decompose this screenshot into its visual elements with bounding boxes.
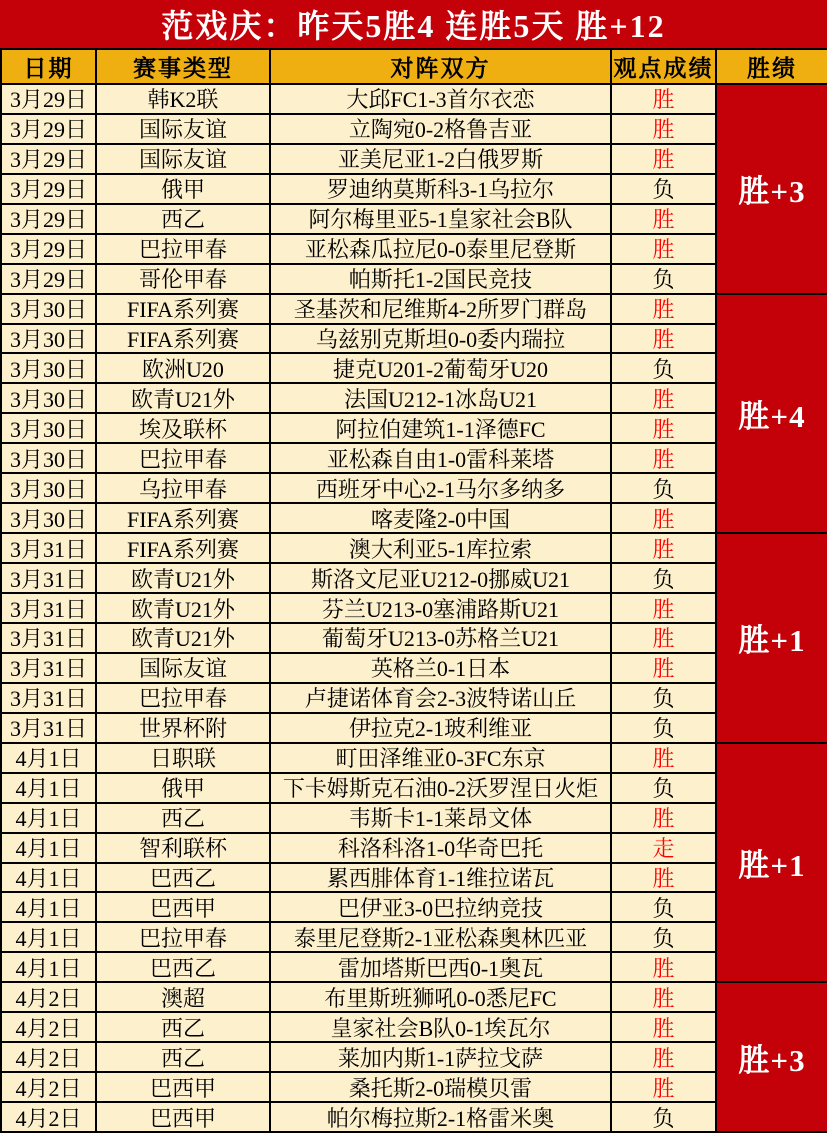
match-cell: 捷克U201-2葡萄牙U20: [271, 354, 612, 384]
match-cell: 卢捷诺体育会2-3波特诺山丘: [271, 684, 612, 714]
league-cell: 欧青U21外: [97, 384, 271, 414]
match-cell: 芬兰U213-0塞浦路斯U21: [271, 594, 612, 624]
result-cell: 负: [612, 354, 717, 384]
header-cell-2: 对阵双方: [271, 50, 612, 85]
result-cell: 胜: [612, 953, 717, 983]
match-cell: 英格兰0-1日本: [271, 654, 612, 684]
result-cell: 胜: [612, 205, 717, 235]
date-cell: 3月29日: [2, 235, 97, 265]
result-cell: 负: [612, 564, 717, 594]
match-cell: 葡萄牙U213-0苏格兰U21: [271, 624, 612, 654]
result-cell: 胜: [612, 384, 717, 414]
match-cell: 科洛科洛1-0华奇巴托: [271, 834, 612, 864]
date-cell: 4月2日: [2, 1043, 97, 1073]
summary-cell: 胜+3: [717, 983, 827, 1133]
match-cell: 布里斯班狮吼0-0悉尼FC: [271, 983, 612, 1013]
result-cell: 胜: [612, 295, 717, 325]
match-cell: 韦斯卡1-1莱昂文体: [271, 804, 612, 834]
result-cell: 胜: [612, 85, 717, 115]
match-cell: 乌兹别克斯坦0-0委内瑞拉: [271, 325, 612, 355]
league-cell: 欧青U21外: [97, 594, 271, 624]
league-cell: FIFA系列赛: [97, 295, 271, 325]
summary-cell: 胜+3: [717, 85, 827, 295]
header-cell-4: 胜绩: [717, 50, 827, 85]
match-cell: 雷加塔斯巴西0-1奥瓦: [271, 953, 612, 983]
result-cell: 胜: [612, 654, 717, 684]
date-cell: 4月1日: [2, 834, 97, 864]
league-cell: 俄甲: [97, 774, 271, 804]
league-cell: FIFA系列赛: [97, 504, 271, 534]
result-cell: 胜: [612, 1073, 717, 1103]
league-cell: 日职联: [97, 744, 271, 774]
result-cell: 胜: [612, 744, 717, 774]
result-cell: 胜: [612, 534, 717, 564]
match-cell: 亚松森瓜拉尼0-0泰里尼登斯: [271, 235, 612, 265]
date-cell: 4月2日: [2, 1073, 97, 1103]
result-cell: 负: [612, 714, 717, 744]
date-cell: 4月2日: [2, 1103, 97, 1133]
league-cell: 乌拉甲春: [97, 474, 271, 504]
date-cell: 3月30日: [2, 504, 97, 534]
result-cell: 负: [612, 265, 717, 295]
match-cell: 澳大利亚5-1库拉索: [271, 534, 612, 564]
league-cell: FIFA系列赛: [97, 325, 271, 355]
league-cell: 欧青U21外: [97, 564, 271, 594]
league-cell: 俄甲: [97, 175, 271, 205]
match-cell: 立陶宛0-2格鲁吉亚: [271, 115, 612, 145]
result-cell: 走: [612, 834, 717, 864]
match-cell: 帕斯托1-2国民竞技: [271, 265, 612, 295]
result-cell: 胜: [612, 983, 717, 1013]
date-cell: 3月29日: [2, 115, 97, 145]
league-cell: 埃及联杯: [97, 414, 271, 444]
league-cell: 哥伦甲春: [97, 265, 271, 295]
date-cell: 3月31日: [2, 684, 97, 714]
league-cell: 巴西甲: [97, 1073, 271, 1103]
match-cell: 帕尔梅拉斯2-1格雷米奥: [271, 1103, 612, 1133]
title-banner: 范戏庆：昨天5胜4 连胜5天 胜+12: [0, 0, 827, 48]
date-cell: 3月30日: [2, 384, 97, 414]
result-cell: 胜: [612, 414, 717, 444]
date-cell: 4月1日: [2, 804, 97, 834]
result-cell: 胜: [612, 115, 717, 145]
date-cell: 3月29日: [2, 205, 97, 235]
result-cell: 胜: [612, 594, 717, 624]
match-cell: 亚松森自由1-0雷科莱塔: [271, 444, 612, 474]
match-cell: 亚美尼亚1-2白俄罗斯: [271, 145, 612, 175]
header-cell-0: 日期: [2, 50, 97, 85]
date-cell: 3月29日: [2, 85, 97, 115]
date-cell: 4月2日: [2, 983, 97, 1013]
date-cell: 3月31日: [2, 654, 97, 684]
match-cell: 累西腓体育1-1维拉诺瓦: [271, 864, 612, 894]
date-cell: 3月29日: [2, 145, 97, 175]
league-cell: 澳超: [97, 983, 271, 1013]
result-cell: 胜: [612, 325, 717, 355]
date-cell: 4月1日: [2, 953, 97, 983]
result-cell: 胜: [612, 624, 717, 654]
match-cell: 圣基茨和尼维斯4-2所罗门群岛: [271, 295, 612, 325]
match-cell: 皇家社会B队0-1埃瓦尔: [271, 1013, 612, 1043]
league-cell: 巴西甲: [97, 893, 271, 923]
match-cell: 罗迪纳莫斯科3-1乌拉尔: [271, 175, 612, 205]
match-cell: 町田泽维亚0-3FC东京: [271, 744, 612, 774]
league-cell: 巴拉甲春: [97, 684, 271, 714]
match-cell: 泰里尼登斯2-1亚松森奥林匹亚: [271, 923, 612, 953]
league-cell: 智利联杯: [97, 834, 271, 864]
league-cell: 巴西甲: [97, 1103, 271, 1133]
result-cell: 胜: [612, 444, 717, 474]
result-cell: 负: [612, 175, 717, 205]
league-cell: 西乙: [97, 1043, 271, 1073]
league-cell: 西乙: [97, 205, 271, 235]
league-cell: 国际友谊: [97, 115, 271, 145]
match-cell: 伊拉克2-1玻利维亚: [271, 714, 612, 744]
league-cell: FIFA系列赛: [97, 534, 271, 564]
date-cell: 4月1日: [2, 744, 97, 774]
match-cell: 巴伊亚3-0巴拉纳竞技: [271, 893, 612, 923]
date-cell: 3月31日: [2, 624, 97, 654]
summary-cell: 胜+4: [717, 295, 827, 535]
match-cell: 莱加内斯1-1萨拉戈萨: [271, 1043, 612, 1073]
date-cell: 3月30日: [2, 354, 97, 384]
match-cell: 桑托斯2-0瑞模贝雷: [271, 1073, 612, 1103]
match-cell: 阿尔梅里亚5-1皇家社会B队: [271, 205, 612, 235]
result-cell: 负: [612, 1103, 717, 1133]
date-cell: 3月31日: [2, 714, 97, 744]
date-cell: 3月31日: [2, 564, 97, 594]
match-cell: 西班牙中心2-1马尔多纳多: [271, 474, 612, 504]
match-cell: 喀麦隆2-0中国: [271, 504, 612, 534]
result-cell: 负: [612, 684, 717, 714]
league-cell: 世界杯附: [97, 714, 271, 744]
header-cell-1: 赛事类型: [97, 50, 271, 85]
result-cell: 胜: [612, 1013, 717, 1043]
result-cell: 胜: [612, 1043, 717, 1073]
date-cell: 3月29日: [2, 265, 97, 295]
match-cell: 大邱FC1-3首尔衣恋: [271, 85, 612, 115]
result-cell: 胜: [612, 145, 717, 175]
league-cell: 韩K2联: [97, 85, 271, 115]
result-cell: 负: [612, 774, 717, 804]
result-cell: 胜: [612, 864, 717, 894]
result-cell: 胜: [612, 804, 717, 834]
date-cell: 3月30日: [2, 414, 97, 444]
league-cell: 巴西乙: [97, 953, 271, 983]
match-cell: 斯洛文尼亚U212-0挪威U21: [271, 564, 612, 594]
header-cell-3: 观点成绩: [612, 50, 717, 85]
date-cell: 4月1日: [2, 774, 97, 804]
summary-cell: 胜+1: [717, 534, 827, 744]
date-cell: 4月1日: [2, 923, 97, 953]
date-cell: 4月1日: [2, 893, 97, 923]
date-cell: 4月1日: [2, 864, 97, 894]
match-cell: 下卡姆斯克石油0-2沃罗涅日火炬: [271, 774, 612, 804]
league-cell: 国际友谊: [97, 145, 271, 175]
results-table: [0, 48, 827, 1133]
league-cell: 欧洲U20: [97, 354, 271, 384]
result-cell: 负: [612, 923, 717, 953]
date-cell: 3月30日: [2, 474, 97, 504]
league-cell: 巴拉甲春: [97, 444, 271, 474]
league-cell: 巴拉甲春: [97, 923, 271, 953]
league-cell: 巴拉甲春: [97, 235, 271, 265]
date-cell: 3月31日: [2, 534, 97, 564]
match-cell: 阿拉伯建筑1-1泽德FC: [271, 414, 612, 444]
result-cell: 胜: [612, 504, 717, 534]
date-cell: 3月31日: [2, 594, 97, 624]
result-cell: 负: [612, 474, 717, 504]
match-cell: 法国U212-1冰岛U21: [271, 384, 612, 414]
date-cell: 3月29日: [2, 175, 97, 205]
league-cell: 国际友谊: [97, 654, 271, 684]
league-cell: 欧青U21外: [97, 624, 271, 654]
date-cell: 3月30日: [2, 325, 97, 355]
league-cell: 西乙: [97, 1013, 271, 1043]
result-cell: 负: [612, 893, 717, 923]
league-cell: 巴西乙: [97, 864, 271, 894]
date-cell: 3月30日: [2, 444, 97, 474]
date-cell: 4月2日: [2, 1013, 97, 1043]
date-cell: 3月30日: [2, 295, 97, 325]
result-cell: 胜: [612, 235, 717, 265]
summary-cell: 胜+1: [717, 744, 827, 984]
league-cell: 西乙: [97, 804, 271, 834]
